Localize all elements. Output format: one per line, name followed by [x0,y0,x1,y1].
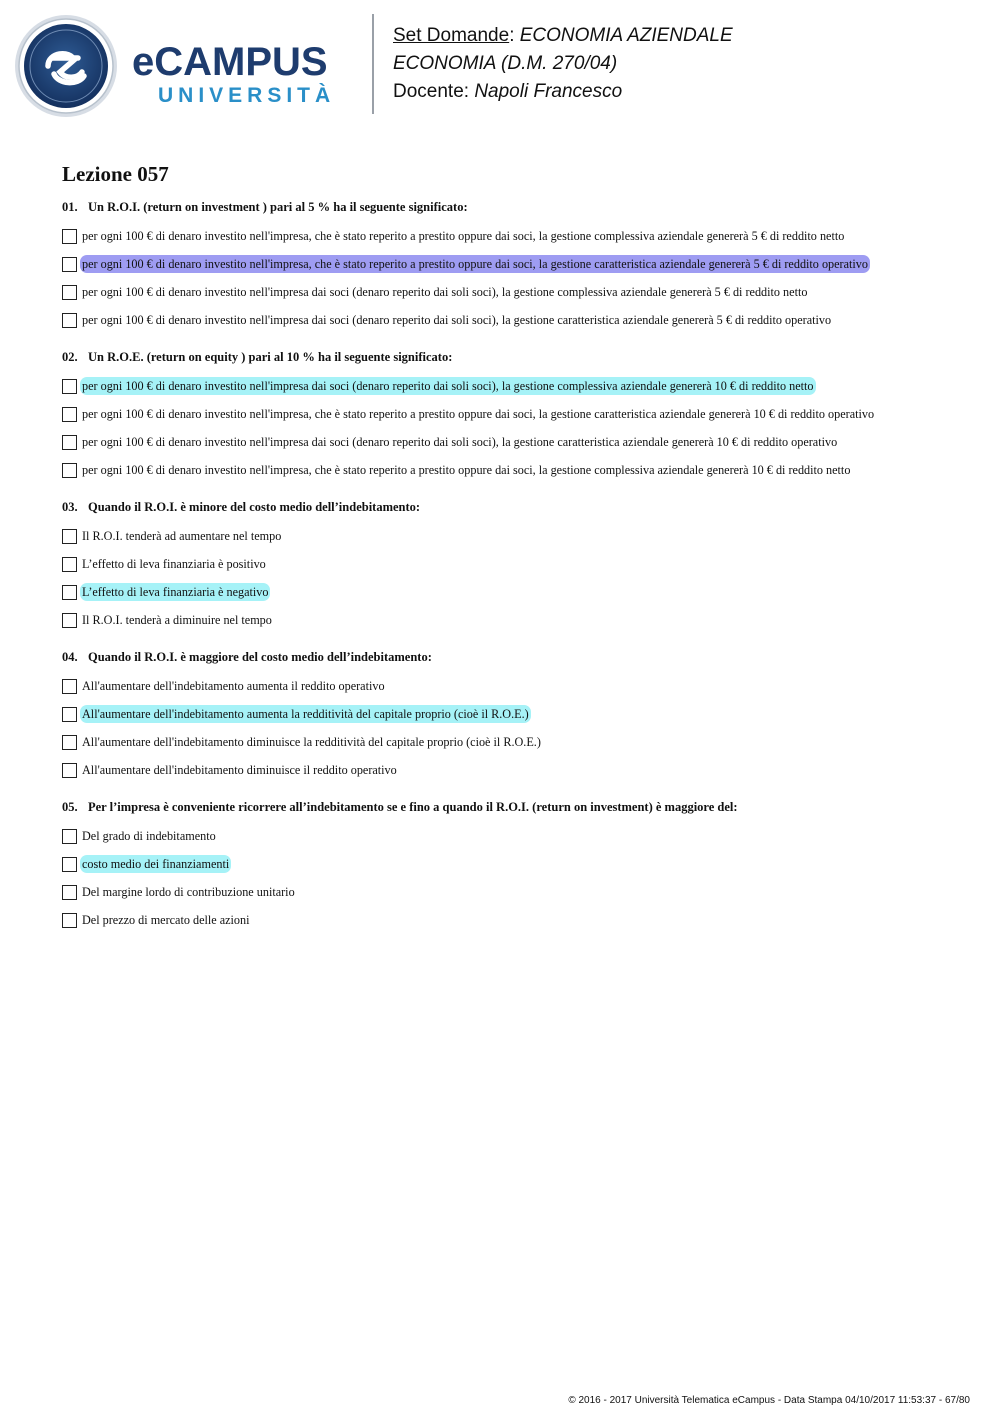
answer-text: Del grado di indebitamento [82,829,216,843]
answer-checkbox[interactable] [62,885,77,900]
answer-checkbox[interactable] [62,379,77,394]
answer-checkbox[interactable] [62,857,77,872]
question-number: 01. [62,200,78,214]
page-header [0,0,1000,140]
question-number: 04. [62,650,78,664]
answer-option[interactable] [62,428,942,456]
answer-checkbox[interactable] [62,407,77,422]
question-01 [62,198,942,334]
answer-text: Del margine lordo di contribuzione unitario [82,885,295,899]
answer-option[interactable] [62,400,942,428]
quiz-content [62,160,942,948]
question-number: 05. [62,800,78,814]
answer-text: Il R.O.I. tenderà ad aumentare nel tempo [82,529,282,543]
answer-option[interactable] [62,756,942,784]
question-text: Quando il R.O.I. è maggiore del costo medio dell’indebitamento: [88,650,432,664]
answer-option-highlighted[interactable] [62,250,942,278]
answer-text: Del prezzo di mercato delle azioni [82,913,250,927]
answer-checkbox[interactable] [62,735,77,750]
answer-option-highlighted[interactable] [62,372,942,400]
answer-checkbox[interactable] [62,613,77,628]
answer-checkbox[interactable] [62,463,77,478]
teacher-line [393,78,733,106]
question-title [62,498,942,516]
answer-text: All'aumentare dell'indebitamento aumenta il reddito operativo [82,679,385,693]
answer-checkbox[interactable] [62,679,77,694]
answer-option[interactable] [62,906,942,934]
answer-checkbox[interactable] [62,285,77,300]
teacher-value: Napoli Francesco [474,81,623,102]
answer-text: per ogni 100 € di denaro investito nell'impresa, che è stato reperito a prestito oppure dai soci, la gestione complessiva aziendale genererà 10 € di reddito netto [82,463,851,477]
question-text: Quando il R.O.I. è minore del costo medio dell’indebitamento: [88,500,421,514]
answer-option[interactable] [62,878,942,906]
answer-checkbox[interactable] [62,229,77,244]
answer-checkbox[interactable] [62,435,77,450]
question-text: Un R.O.E. (return on equity ) pari al 10 % ha il seguente significato: [88,350,453,364]
answer-option[interactable] [62,522,942,550]
answer-text: costo medio dei finanziamenti [82,857,230,871]
set-separator: : [509,25,520,46]
set-label: Set Domande [393,25,510,46]
question-title [62,798,942,816]
question-title [62,198,942,216]
course-line: ECONOMIA (D.M. 270/04) [393,53,618,74]
answer-option[interactable] [62,278,942,306]
answer-option[interactable] [62,606,942,634]
answer-text: All'aumentare dell'indebitamento diminuisce il reddito operativo [82,763,397,777]
question-title [62,648,942,666]
question-number: 03. [62,500,78,514]
answer-option-highlighted[interactable] [62,578,942,606]
header-divider [372,14,374,114]
question-04 [62,648,942,784]
answer-text: per ogni 100 € di denaro investito nell'impresa dai soci (denaro reperito dai soli soci), la gestione caratteristica aziendale genererà 10 € di reddito operativo [82,435,838,449]
answer-text: Il R.O.I. tenderà a diminuire nel tempo [82,613,272,627]
answer-option-highlighted[interactable] [62,700,942,728]
set-value: ECONOMIA AZIENDALE [519,25,733,46]
answer-checkbox[interactable] [62,557,77,572]
answer-text: All'aumentare dell'indebitamento aumenta la redditività del capitale proprio (cioè il R.O.E.) [82,707,529,721]
answer-option[interactable] [62,728,942,756]
answer-text: per ogni 100 € di denaro investito nell'impresa dai soci (denaro reperito dai soli soci), la gestione caratteristica aziendale genererà 5 € di reddito operativo [82,313,832,327]
answer-checkbox[interactable] [62,257,77,272]
answer-text: L’effetto di leva finanziaria è negativo [82,585,269,599]
answer-option-highlighted[interactable] [62,850,942,878]
answer-option[interactable] [62,550,942,578]
answer-option[interactable] [62,306,942,334]
answer-text: per ogni 100 € di denaro investito nell'impresa, che è stato reperito a prestito oppure dai soci, la gestione complessiva aziendale genererà 5 € di reddito netto [82,229,845,243]
lesson-title: Lezione 057 [62,162,169,186]
answer-checkbox[interactable] [62,913,77,928]
answer-option[interactable] [62,672,942,700]
answer-option[interactable] [62,456,942,484]
answer-text: per ogni 100 € di denaro investito nell'impresa, che è stato reperito a prestito oppure dai soci, la gestione caratteristica aziendale genererà 5 € di reddito operativo [82,257,868,271]
answer-checkbox[interactable] [62,707,77,722]
answer-text: per ogni 100 € di denaro investito nell'impresa, che è stato reperito a prestito oppure dai soci, la gestione caratteristica aziendale genererà 10 € di reddito operativo [82,407,875,421]
brand-main-text: eCAMPUS [132,40,328,84]
answer-text: All'aumentare dell'indebitamento diminuisce la redditività del capitale proprio (cioè il R.O.E.) [82,735,541,749]
answer-text: L’effetto di leva finanziaria è positivo [82,557,266,571]
question-05 [62,798,942,934]
answer-text: per ogni 100 € di denaro investito nell'impresa dai soci (denaro reperito dai soli soci), la gestione complessiva aziendale genererà 10 € di reddito netto [82,379,814,393]
answer-option[interactable] [62,222,942,250]
set-line [393,22,733,50]
course-info [393,22,733,106]
question-number: 02. [62,350,78,364]
question-02 [62,348,942,484]
question-text: Un R.O.I. (return on investment ) pari al 5 % ha il seguente significato: [88,200,468,214]
answer-checkbox[interactable] [62,585,77,600]
ecampus-seal-logo-icon [14,14,118,118]
question-title [62,348,942,366]
teacher-label: Docente: [393,81,475,102]
question-03 [62,498,942,634]
brand-wordmark [132,40,357,108]
answer-option[interactable] [62,822,942,850]
answer-checkbox[interactable] [62,763,77,778]
answer-checkbox[interactable] [62,529,77,544]
answer-text: per ogni 100 € di denaro investito nell'impresa dai soci (denaro reperito dai soli soci), la gestione complessiva aziendale genererà 5 € di reddito netto [82,285,808,299]
brand-sub-text: UNIVERSITÀ [158,84,336,107]
question-text: Per l’impresa è conveniente ricorrere all’indebitamento se e fino a quando il R.O.I. (return on investment) è maggiore del: [88,800,738,814]
answer-checkbox[interactable] [62,829,77,844]
page-footer: © 2016 - 2017 Università Telematica eCampus - Data Stampa 04/10/2017 11:53:37 - 67/80 [568,1395,970,1406]
answer-checkbox[interactable] [62,313,77,328]
